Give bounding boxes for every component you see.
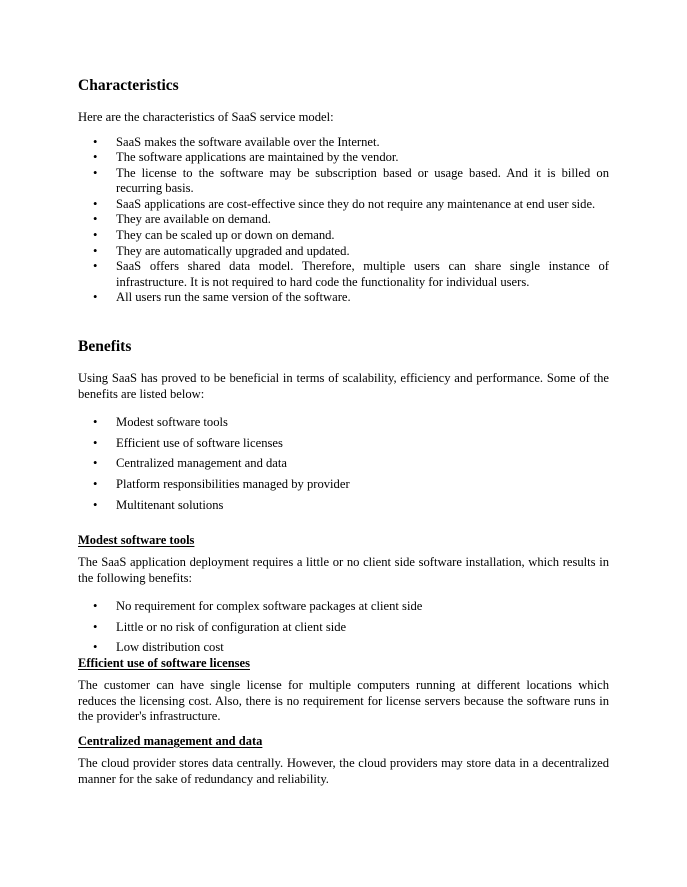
list-item: • Multitenant solutions: [78, 498, 609, 514]
modest-tools-heading: Modest software tools: [78, 533, 195, 547]
list-item: • Low distribution cost: [78, 640, 609, 656]
list-item: • They are available on demand.: [78, 212, 609, 228]
list-item: • Little or no risk of configuration at client side: [78, 620, 609, 636]
modest-tools-list: [78, 599, 609, 661]
list-item: • Modest software tools: [78, 415, 609, 431]
benefits-intro: Using SaaS has proved to be beneficial in terms of scalability, efficiency and performance. Some of the benefits are listed below:: [78, 371, 609, 401]
modest-tools-intro: The SaaS application deployment requires a little or no client side software installation, which results in the following benefits:: [78, 555, 609, 585]
characteristics-list: [78, 135, 609, 307]
list-item: • Efficient use of software licenses: [78, 436, 609, 452]
list-item: • Platform responsibilities managed by provider: [78, 477, 609, 493]
benefits-list: [78, 415, 609, 518]
list-item: • All users run the same version of the software.: [78, 290, 609, 306]
list-item: • They can be scaled up or down on demand.: [78, 228, 609, 244]
characteristics-intro: Here are the characteristics of SaaS service model:: [78, 110, 334, 124]
characteristics-heading: Characteristics: [78, 77, 179, 94]
centralized-heading: Centralized management and data: [78, 734, 263, 748]
list-item: • They are automatically upgraded and updated.: [78, 244, 609, 260]
list-item: • SaaS makes the software available over the Internet.: [78, 135, 609, 151]
list-item: • No requirement for complex software packages at client side: [78, 599, 609, 615]
efficient-licenses-heading: Efficient use of software licenses: [78, 656, 250, 670]
centralized-body: The cloud provider stores data centrally. However, the cloud providers may store data in a decentralized manner for the sake of redundancy and reliability.: [78, 756, 609, 786]
efficient-licenses-body: The customer can have single license for multiple computers running at different locations which reduces the licensing cost. Also, there is no requirement for license servers because the software runs in the provider's infrastructure.: [78, 678, 609, 724]
list-item: • SaaS applications are cost-effective since they do not require any maintenance at end user side.: [78, 197, 609, 213]
list-item: • The software applications are maintained by the vendor.: [78, 150, 609, 166]
benefits-heading: Benefits: [78, 338, 132, 355]
list-item: • SaaS offers shared data model. Therefore, multiple users can share single instance of infrastructure. It is not required to hard code the functionality for individual users.: [78, 259, 609, 290]
list-item: • Centralized management and data: [78, 456, 609, 472]
list-item: • The license to the software may be subscription based or usage based. And it is billed on recurring basis.: [78, 166, 609, 197]
